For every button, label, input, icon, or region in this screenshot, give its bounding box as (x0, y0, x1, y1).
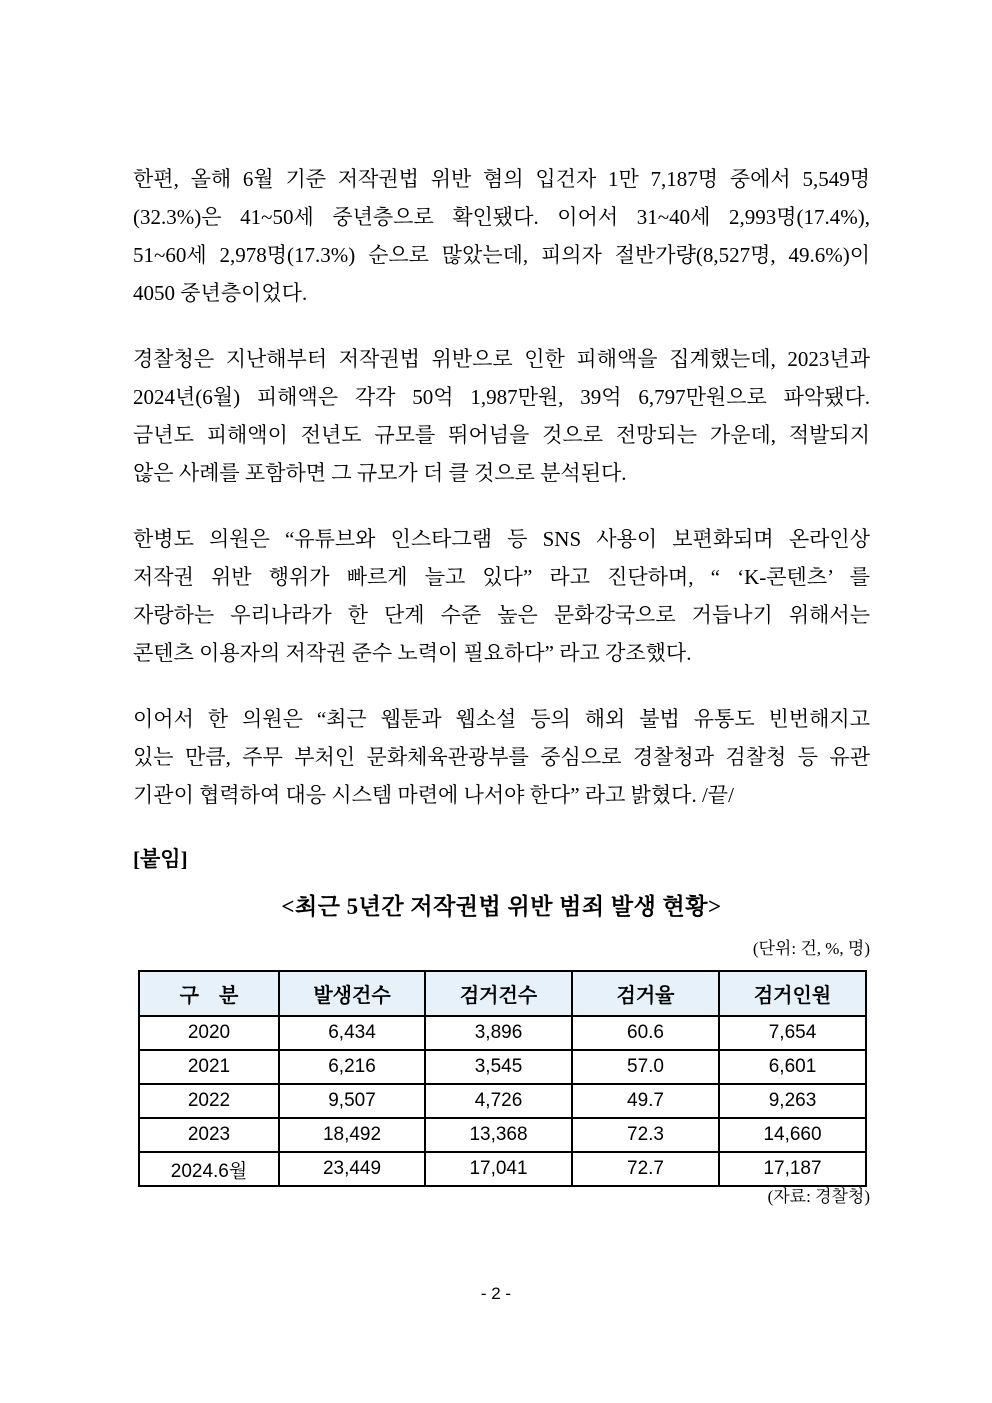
cell-occurrences: 6,216 (279, 1050, 425, 1084)
paragraph-line: 4050 중년층이었다. (133, 281, 308, 305)
cell-occurrences: 18,492 (279, 1118, 425, 1152)
cell-occurrences: 9,507 (279, 1084, 425, 1118)
cell-year: 2023 (139, 1118, 279, 1152)
cell-year: 2024.6월 (139, 1152, 279, 1186)
cell-occurrences: 23,449 (279, 1152, 425, 1186)
cell-arrested-persons: 17,187 (719, 1152, 866, 1186)
cell-year: 2020 (139, 1016, 279, 1050)
cell-arrest-rate: 72.7 (572, 1152, 719, 1186)
column-header-occurrences: 발생건수 (279, 971, 425, 1016)
paragraph-line: 기관이 협력하여 대응 시스템 마련에 나서야 한다” 라고 밝혔다. /끝/ (133, 783, 734, 807)
cell-arrested-persons: 14,660 (719, 1118, 866, 1152)
cell-arrest-rate: 72.3 (572, 1118, 719, 1152)
cell-arrest-cases: 3,545 (425, 1050, 572, 1084)
paragraph-line: 콘텐츠 이용자의 저작권 준수 노력이 필요하다” 라고 강조했다. (133, 641, 692, 665)
cell-year: 2022 (139, 1084, 279, 1118)
paragraph-line: 51~60세 2,978명(17.3%) 순으로 많았는데, 피의자 절반가량(8,527명, 49.6%)이 (133, 243, 870, 267)
cell-arrest-cases: 17,041 (425, 1152, 572, 1186)
unit-note: (단위: 건, %, 명) (752, 939, 870, 958)
column-header-arrested-persons: 검거인원 (719, 971, 866, 1016)
cell-year: 2021 (139, 1050, 279, 1084)
table-row (139, 1050, 866, 1084)
paragraph-line: 자랑하는 우리나라가 한 단계 수준 높은 문화강국으로 거듭나기 위해서는 (133, 603, 870, 627)
column-header-arrest-rate: 검거율 (572, 971, 719, 1016)
cell-arrest-cases: 4,726 (425, 1084, 572, 1118)
paragraph-line: 한편, 올해 6월 기준 저작권법 위반 혐의 입건자 1만 7,187명 중에서 5,549명 (133, 167, 870, 191)
source-note: (자료: 경찰청) (767, 1187, 870, 1206)
column-header-arrest-cases: 검거건수 (425, 971, 572, 1016)
paragraph-line: 있는 만큼, 주무 부처인 문화체육관광부를 중심으로 경찰청과 검찰청 등 유관 (133, 745, 870, 769)
paragraph-line: 2024년(6월) 피해액은 각각 50억 1,987만원, 39억 6,797만원으로 파악됐다. (133, 385, 870, 409)
copyright-violation-stats-table (138, 970, 867, 1187)
paragraph-line: 저작권 위반 행위가 빠르게 늘고 있다” 라고 진단하며, “ ‘K-콘텐츠’ 를 (133, 565, 870, 589)
paragraph-line: 한병도 의원은 “유튜브와 인스타그램 등 SNS 사용이 보편화되며 온라인상 (133, 527, 870, 551)
table-header-row (139, 971, 866, 1016)
paragraph-line: 이어서 한 의원은 “최근 웹툰과 웹소설 등의 해외 불법 유통도 빈번해지고 (133, 707, 870, 731)
cell-arrest-cases: 3,896 (425, 1016, 572, 1050)
paragraph-4 (133, 700, 870, 814)
paragraph-line: (32.3%)은 41~50세 중년층으로 확인됐다. 이어서 31~40세 2,993명(17.4%), (133, 205, 870, 229)
table-row (139, 1118, 866, 1152)
paragraph-line: 않은 사례를 포함하면 그 규모가 더 클 것으로 분석된다. (133, 461, 627, 485)
attachment-label: [붙임] (133, 847, 188, 871)
table-row (139, 1084, 866, 1118)
paragraph-line: 금년도 피해액이 전년도 규모를 뛰어넘을 것으로 전망되는 가운데, 적발되지 (133, 423, 870, 447)
paragraph-line: 경찰청은 지난해부터 저작권법 위반으로 인한 피해액을 집계했는데, 2023년과 (133, 347, 870, 371)
cell-arrested-persons: 6,601 (719, 1050, 866, 1084)
paragraph-2 (133, 340, 870, 492)
table-title: <최근 5년간 저작권법 위반 범죄 발생 현황> (281, 894, 722, 919)
table-row (139, 1152, 866, 1186)
cell-occurrences: 6,434 (279, 1016, 425, 1050)
paragraph-1 (133, 160, 870, 312)
cell-arrested-persons: 9,263 (719, 1084, 866, 1118)
cell-arrested-persons: 7,654 (719, 1016, 866, 1050)
column-header-category: 구 분 (139, 971, 279, 1016)
table-row (139, 1016, 866, 1050)
body-text (133, 160, 870, 842)
cell-arrest-rate: 57.0 (572, 1050, 719, 1084)
cell-arrest-rate: 49.7 (572, 1084, 719, 1118)
cell-arrest-rate: 60.6 (572, 1016, 719, 1050)
cell-arrest-cases: 13,368 (425, 1118, 572, 1152)
paragraph-3 (133, 520, 870, 672)
page-number: - 2 - (480, 1284, 512, 1303)
